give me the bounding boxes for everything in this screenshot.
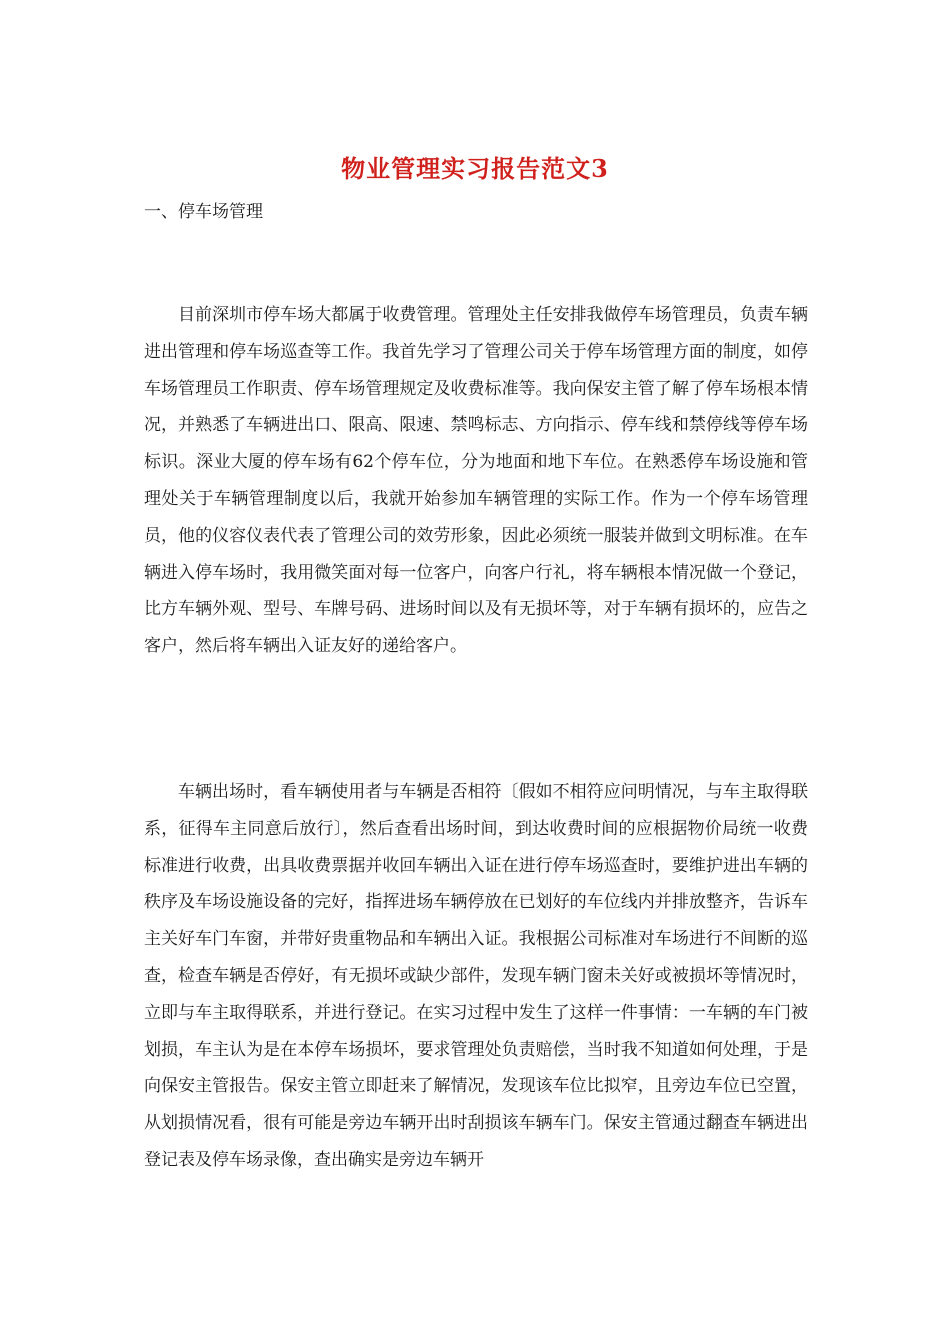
body-paragraph-1: 目前深圳市停车场大都属于收费管理。管理处主任安排我做停车场管理员，负责车辆进出管理和停车场巡查等工作。我首先学习了管理公司关于停车场管理方面的制度，如停车场管理员工作职责、停车场管理规定及收费标准等。我向保安主管了解了停车场根本情况，并熟悉了车辆进出口、限高、限速、禁鸣标志、方向指示、停车线和禁停线等停车场标识。深业大厦的停车场有62个停车位，分为地面和地下车位。在熟悉停车场设施和管理处关于车辆管理制度以后，我就开始参加车辆管理的实际工作。作为一个停车场管理员，他的仪容仪表代表了管理公司的效劳形象，因此必须统一服装并做到文明标准。在车辆进入停车场时，我用微笑面对每一位客户，向客户行礼，将车辆根本情况做一个登记，比方车辆外观、型号、车牌号码、进场时间以及有无损坏等，对于车辆有损坏的，应告之客户，然后将车辆出入证友好的递给客户。 — [144, 305, 808, 657]
section-heading: 一、停车场管理 — [144, 202, 263, 222]
body-paragraph-2: 车辆出场时，看车辆使用者与车辆是否相符〔假如不相符应问明情况，与车主取得联系，征得车主同意后放行〕，然后查看出场时间，到达收费时间的应根据物价局统一收费标准进行收费，出具收费票据并收回车辆出入证在进行停车场巡查时，要维护进出车辆的秩序及车场设施设备的完好，指挥进场车辆停放在已划好的车位线内并排放整齐，告诉车主关好车门车窗，并带好贵重物品和车辆出入证。我根据公司标准对车场进行不间断的巡查，检查车辆是否停好，有无损坏或缺少部件，发现车辆门窗未关好或被损坏等情况时，立即与车主取得联系，并进行登记。在实习过程中发生了这样一件事情：一车辆的车门被划损，车主认为是在本停车场损坏，要求管理处负责赔偿，当时我不知道如何处理，于是向保安主管报告。保安主管立即赶来了解情况，发现该车位比拟窄，且旁边车位已空置，从划损情况看，很有可能是旁边车辆开出时刮损该车辆车门。保安主管通过翻查车辆进出登记表及停车场录像，查出确实是旁边车辆开 — [144, 782, 808, 1170]
document-title: 物业管理实习报告范文3 — [341, 154, 609, 183]
